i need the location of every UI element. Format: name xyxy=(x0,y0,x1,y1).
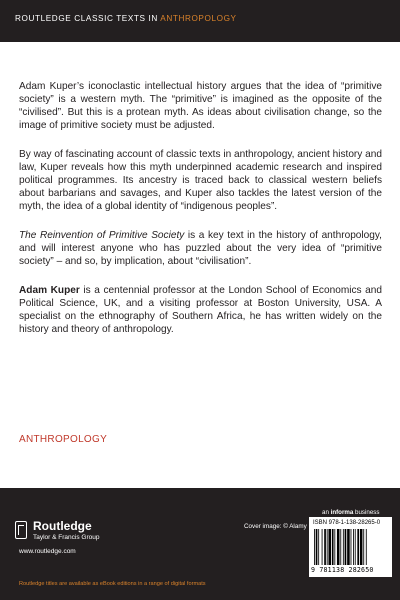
barcode-digits: 9 781138 282650 xyxy=(311,566,374,574)
blurb-paragraph-2: By way of fascinating account of classic texts in anthropology, ancient history and law, Kuper reveals how this myth underpinned academic research and inspired political programmes. Its ancestry is traced back to classical western beliefs about barbarians and savages, and Kuper also tackles the latest version of the myth, the idea of a global identity of “indigenous peoples”. xyxy=(19,149,382,212)
ebook-availability-note: Routledge titles are available as eBook editions in a range of digital formats xyxy=(19,581,206,587)
blurb-paragraph-1: Adam Kuper’s iconoclastic intellectual history argues that the idea of “primitive society” is a western myth. The “primitive” is imagined as the opposite of the “civilised”. But this is a protean myth. As ideas about civilisation change, so the image of primitive society must be adjusted. xyxy=(19,81,382,131)
blurb-paragraph-3 xyxy=(19,229,382,268)
publisher-group: Taylor & Francis Group xyxy=(33,534,100,541)
book-title: The Reinvention of Primitive Society xyxy=(19,230,185,241)
publisher-logo xyxy=(33,519,99,541)
informa-suffix: business xyxy=(353,509,380,516)
author-name: Adam Kuper xyxy=(19,285,80,296)
blurb-paragraph-3-text: is a key text in the history of anthropology, and will interest anyone who has puzzled about the very idea of “primitive society” – and so, by implication, about “civilisation”. xyxy=(19,230,382,267)
series-header-bar xyxy=(0,0,400,42)
informa-brand: informa xyxy=(330,509,354,516)
informa-business-label xyxy=(322,509,379,516)
publisher-website: www.routledge.com xyxy=(19,548,76,555)
series-title-accent: ANTHROPOLOGY xyxy=(160,14,237,23)
author-bio xyxy=(19,284,382,336)
series-title-prefix: ROUTLEDGE CLASSIC TEXTS IN xyxy=(15,14,161,23)
barcode-icon xyxy=(313,529,388,565)
series-title xyxy=(15,14,237,23)
publisher-name: Routledge xyxy=(33,519,92,533)
author-bio-text: is a centennial professor at the London School of Economics and Political Science, UK, and a visiting professor at Boston University, USA. A specialist on the ethnography of Southern Africa, he has written widely on the history and theory of anthropology. xyxy=(19,285,382,335)
barcode-panel xyxy=(309,517,392,577)
blurb xyxy=(19,80,382,352)
cover-image-credit: Cover image: © Alamy xyxy=(244,523,307,530)
routledge-logo-icon xyxy=(15,521,27,539)
subject-category: ANTHROPOLOGY xyxy=(19,434,108,445)
isbn-number: ISBN 978-1-138-28265-0 xyxy=(313,520,381,526)
informa-prefix: an xyxy=(322,509,331,516)
